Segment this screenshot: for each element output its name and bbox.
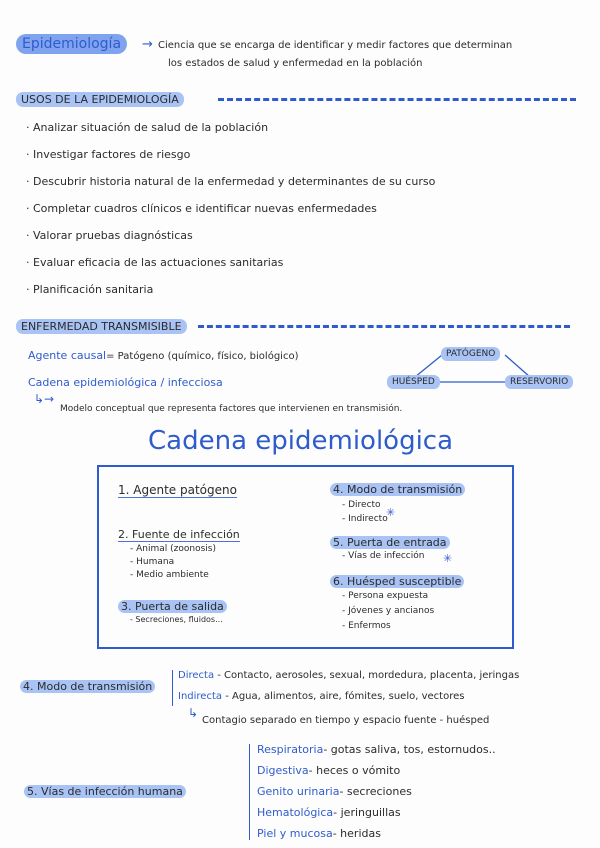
- modo-label: 4. Modo de transmisión: [20, 680, 155, 693]
- cadena-sub: - Animal (zoonosis): [130, 544, 216, 554]
- modelo-text: Modelo conceptual que representa factores que intervienen en transmisión.: [60, 404, 403, 414]
- uso-item: · Analizar situación de salud de la población: [26, 121, 269, 134]
- definition-line-2: los estados de salud y enfermedad en la población: [168, 58, 423, 69]
- vias-brace: [249, 744, 250, 840]
- cadena-sub: - Directo: [342, 500, 381, 510]
- cadena-sub: - Indirecto: [342, 514, 388, 524]
- triangle-reservorio: RESERVORIO: [505, 375, 573, 389]
- curved-arrow-icon: ↳: [188, 706, 199, 720]
- via-item: Hematológica- jeringuillas: [257, 806, 401, 819]
- uso-item: · Planificación sanitaria: [26, 283, 154, 296]
- via-item: Respiratoria- gotas saliva, tos, estornudos..: [257, 743, 496, 756]
- enfermedad-title: ENFERMEDAD TRANSMISIBLE: [16, 319, 187, 334]
- arrow-icon: →: [142, 37, 153, 52]
- uso-item: · Investigar factores de riesgo: [26, 148, 191, 161]
- cadena-item-5: 5. Puerta de entrada: [330, 536, 450, 549]
- term-epidemiologia: Epidemiología: [16, 34, 127, 54]
- via-item: Piel y mucosa- heridas: [257, 827, 381, 840]
- triangle-patogeno: PATÓGENO: [441, 347, 500, 361]
- agente-causal: [28, 349, 298, 362]
- vias-label: 5. Vías de infección humana: [24, 785, 186, 798]
- cadena-item-4: 4. Modo de transmisión: [330, 483, 465, 496]
- contagio-text: Contagio separado en tiempo y espacio fuente - huésped: [202, 715, 490, 726]
- uso-item: · Evaluar eficacia de las actuaciones sanitarias: [26, 256, 284, 269]
- definition-line-1: Ciencia que se encarga de identificar y medir factores que determinan: [158, 40, 513, 51]
- cadena-sub: - Humana: [130, 557, 175, 567]
- curved-arrow-icon: ↳→: [34, 392, 55, 406]
- cadena-sub: - Jóvenes y ancianos: [342, 606, 435, 616]
- via-item: Genito urinaria- secreciones: [257, 785, 412, 798]
- triangle-huesped: HUÉSPED: [387, 375, 440, 389]
- cadena-title: Cadena epidemiológica: [148, 426, 454, 456]
- cadena-item-6: 6. Huésped susceptible: [330, 575, 464, 588]
- agente-label: Agente causal: [28, 349, 107, 362]
- cadena-label: Cadena epidemiológica / infecciosa: [28, 376, 223, 389]
- cadena-sub: - Secreciones, fluidos...: [130, 615, 223, 624]
- cadena-item-1: 1. Agente patógeno: [118, 483, 237, 497]
- usos-divider: [218, 98, 576, 101]
- enfermedad-divider: [198, 325, 570, 328]
- uso-item: · Completar cuadros clínicos e identificar nuevas enfermedades: [26, 202, 377, 215]
- cadena-sub: - Vías de infección: [342, 551, 425, 561]
- cadena-sub: - Persona expuesta: [342, 591, 429, 601]
- uso-item: · Valorar pruebas diagnósticas: [26, 229, 193, 242]
- modo-directa: Directa - Contacto, aerosoles, sexual, mordedura, placenta, jeringas: [178, 670, 520, 681]
- cadena-item-3: 3. Puerta de salida: [118, 600, 227, 613]
- star-icon: ✳: [443, 552, 453, 565]
- via-item: Digestiva- heces o vómito: [257, 764, 401, 777]
- star-icon: ✳: [386, 506, 396, 519]
- cadena-sub: - Enfermos: [342, 621, 391, 631]
- modo-brace: [172, 670, 173, 706]
- cadena-sub: - Medio ambiente: [130, 570, 209, 580]
- usos-title: USOS DE LA EPIDEMIOLOGÍA: [16, 92, 184, 107]
- uso-item: · Descubrir historia natural de la enfermedad y determinantes de su curso: [26, 175, 436, 188]
- cadena-item-2: 2. Fuente de infección: [118, 528, 240, 541]
- modo-indirecta: Indirecta - Agua, alimentos, aire, fómites, suelo, vectores: [178, 691, 465, 702]
- agente-text: = Patógeno (químico, físico, biológico): [106, 351, 299, 362]
